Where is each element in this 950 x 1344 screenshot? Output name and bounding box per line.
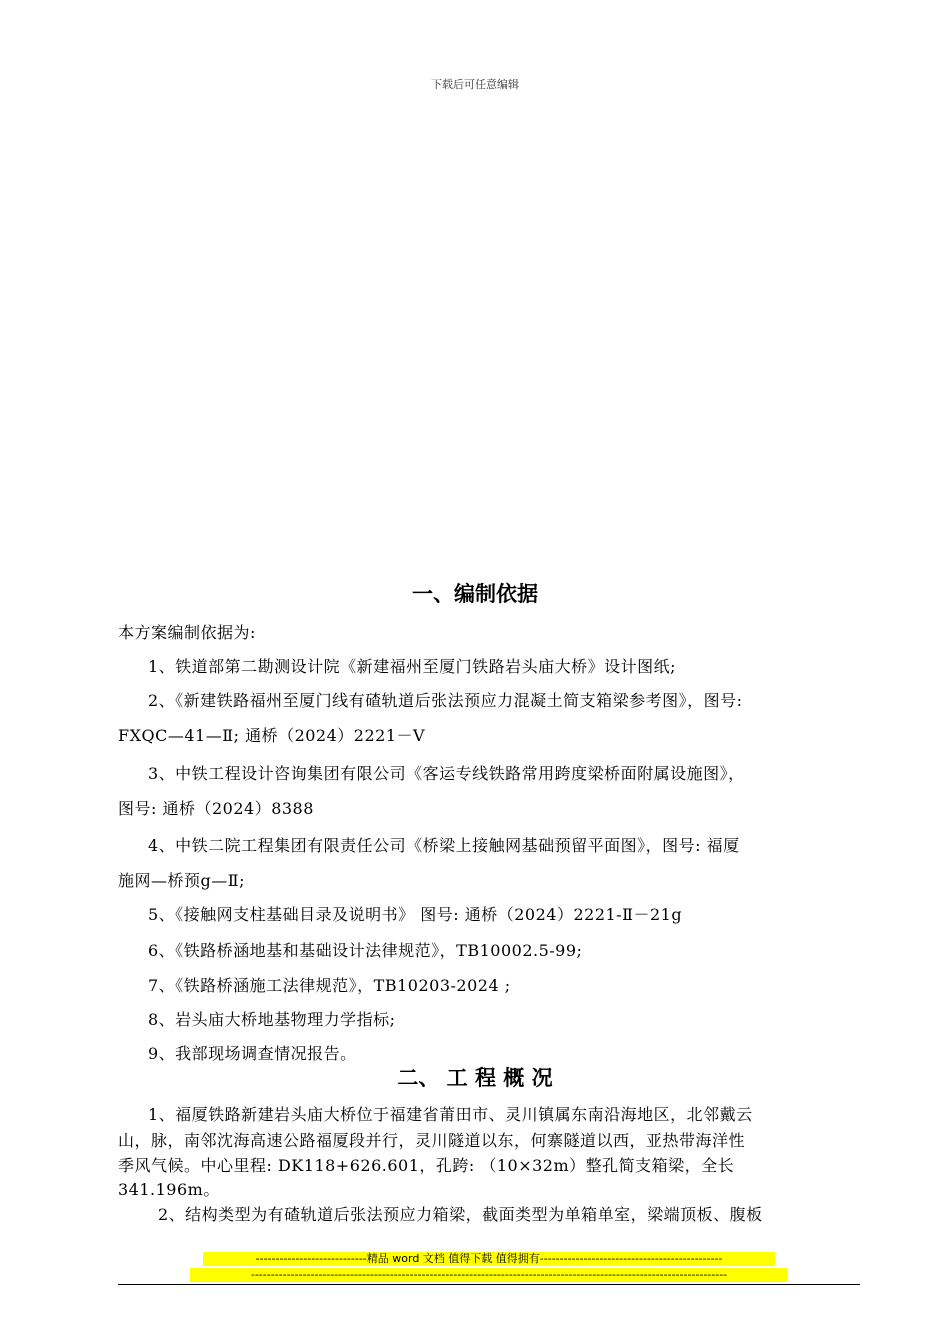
header-note: 下载后可任意编辑 bbox=[431, 78, 519, 91]
basis-item: 4、中铁二院工程集团有限责任公司《桥梁上接触网基础预留平面图》，图号: 福厦 bbox=[148, 836, 740, 855]
basis-item: 3、中铁工程设计咨询集团有限公司《客运专线铁路常用跨度梁桥面附属设施图》， bbox=[148, 764, 745, 783]
basis-item: 7、《铁路桥涵施工法律规范》，TB10203-2024 ; bbox=[148, 976, 511, 995]
section-title-overview: 二、 工 程 概 况 bbox=[397, 1066, 553, 1090]
basis-item: 6、《铁路桥涵地基和基础设计法律规范》，TB10002.5-99; bbox=[148, 941, 583, 960]
basis-item: 5、《接触网支柱基础目录及说明书》 图号: 通桥（2024）2221-Ⅱ－21g bbox=[148, 905, 683, 924]
basis-item: 1、铁道部第二勘测设计院《新建福州至厦门铁路岩头庙大桥》设计图纸; bbox=[148, 657, 677, 676]
intro-line: 本方案编制依据为: bbox=[118, 623, 256, 642]
overview-line: 2、结构类型为有碴轨道后张法预应力箱梁，截面类型为单箱单室，梁端顶板、腹板 bbox=[158, 1205, 763, 1224]
overview-line: 1、福厦铁路新建岩头庙大桥位于福建省莆田市、灵川镇属东南沿海地区，北邻戴云 bbox=[148, 1105, 753, 1124]
footer-banner: ----------------------------精品 word 文档 值得下载 值得拥有---------------------------------------------- bbox=[203, 1252, 775, 1266]
footer-dashes: ------------------------------------------------------------------------------------------------------------------------ bbox=[190, 1268, 788, 1282]
section-title-basis: 一、编制依据 bbox=[412, 582, 538, 606]
basis-item-continuation: 施网—桥预g—Ⅱ; bbox=[118, 871, 246, 890]
basis-item: 9、我部现场调查情况报告。 bbox=[148, 1044, 357, 1063]
basis-item-continuation: 图号: 通桥（2024）8388 bbox=[118, 799, 314, 818]
basis-item-continuation: FXQC—41—Ⅱ; 通桥（2024）2221－Ⅴ bbox=[118, 726, 426, 745]
basis-item: 8、岩头庙大桥地基物理力学指标; bbox=[148, 1010, 396, 1029]
bottom-rule bbox=[118, 1284, 860, 1285]
overview-line: 341.196m。 bbox=[118, 1180, 220, 1199]
overview-line: 山，脉，南邻沈海高速公路福厦段并行，灵川隧道以东，何寨隧道以西，亚热带海洋性 bbox=[118, 1131, 746, 1150]
overview-line: 季风气候。中心里程: DK118+626.601，孔跨: （10×32m）整孔简支箱梁，全长 bbox=[118, 1156, 735, 1175]
basis-item: 2、《新建铁路福州至厦门线有碴轨道后张法预应力混凝土简支箱梁参考图》，图号: bbox=[148, 691, 743, 710]
